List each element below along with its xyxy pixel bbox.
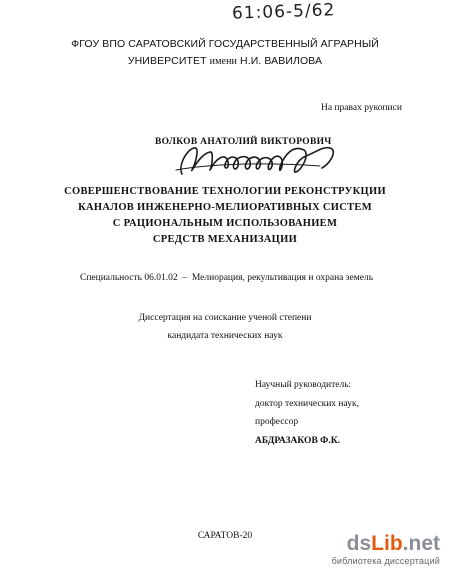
institution-line-1: ФГОУ ВПО САРАТОВСКИЙ ГОСУДАРСТВЕННЫЙ АГРАРНЫЙ: [71, 38, 379, 50]
supervisor-block: [255, 376, 359, 450]
signature-image: [170, 140, 365, 185]
specialty-line: Специальность 06.01.02 – Мелиорация, рекультивация и охрана земель: [80, 273, 374, 283]
supervisor-label: Научный руководитель:: [255, 380, 352, 390]
institution-header: [0, 36, 450, 70]
degree-statement: [0, 309, 450, 345]
title-line: КАНАЛОВ ИНЖЕНЕРНО-МЕЛИОРАТИВНЫХ СИСТЕМ: [78, 202, 372, 213]
watermark-brand: dsLib.net: [346, 532, 440, 555]
watermark-subtitle: библиотека диссертаций: [331, 556, 440, 566]
archive-number: 61:06-5/62: [231, 0, 336, 24]
supervisor-rank: профессор: [255, 417, 299, 427]
dissertation-title: [0, 184, 450, 248]
institution-line-2: УНИВЕРСИТЕТ имени Н.И. ВАВИЛОВА: [127, 55, 323, 67]
degree-line: Диссертация на соискание ученой степени: [138, 313, 312, 323]
title-line: СОВЕРШЕНСТВОВАНИЕ ТЕХНОЛОГИИ РЕКОНСТРУКЦИИ: [64, 186, 386, 197]
author-name: ВОЛКОВ АНАТОЛИЙ ВИКТОРОВИЧ: [155, 137, 332, 147]
city-year: САРАТОВ-20: [197, 531, 253, 541]
degree-line: кандидата технических наук: [167, 331, 283, 341]
title-line: С РАЦИОНАЛЬНЫМ ИСПОЛЬЗОВАНИЕМ: [112, 218, 338, 229]
supervisor-name: АБДРАЗАКОВ Ф.К.: [255, 435, 340, 446]
dslib-watermark: [325, 532, 440, 576]
manuscript-rights: На правах рукописи: [321, 103, 402, 113]
title-line: СРЕДСТВ МЕХАНИЗАЦИИ: [152, 234, 298, 245]
supervisor-degree: доктор технических наук,: [255, 398, 359, 409]
